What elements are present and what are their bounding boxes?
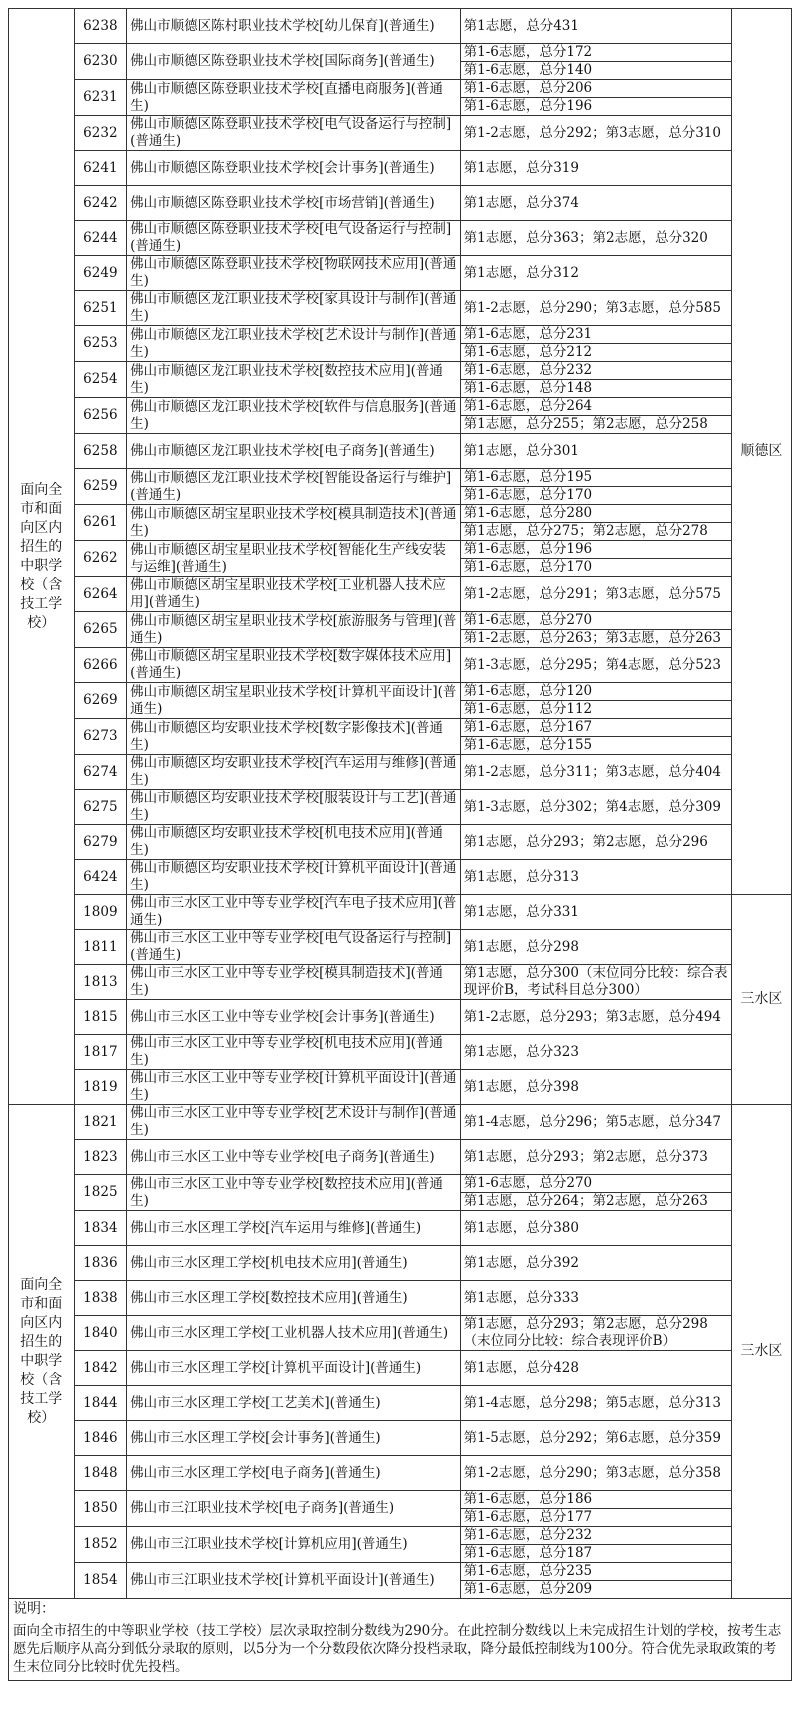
cutoff-cell: 第1志愿，总分319: [460, 151, 731, 186]
school-code: 1823: [74, 1140, 126, 1175]
school-code: 6259: [74, 469, 126, 505]
school-name: 佛山市顺德区均安职业技术学校[计算机平面设计](普通生): [127, 860, 461, 895]
school-code: 6242: [74, 186, 126, 221]
school-code: 6253: [74, 326, 126, 362]
school-code: 6274: [74, 755, 126, 790]
district-cell: 三水区: [731, 1105, 791, 1599]
table-row: [9, 291, 792, 326]
table-row: [9, 860, 792, 895]
cutoff-cell: 第1-6志愿，总分280: [460, 505, 731, 523]
school-name: 佛山市顺德区龙江职业技术学校[家具设计与制作](普通生): [127, 291, 461, 326]
school-name: 佛山市顺德区胡宝星职业技术学校[数字媒体技术应用](普通生): [127, 648, 461, 683]
table-row: [9, 1140, 792, 1175]
school-code: 6269: [74, 683, 126, 719]
cutoff-cell: 第1志愿，总分331: [460, 895, 731, 930]
cutoff-cell: 第1志愿，总分363；第2志愿，总分320: [460, 221, 731, 256]
cutoff-cell: 第1-6志愿，总分195: [460, 469, 731, 487]
cutoff-cell: 第1-6志愿，总分209: [460, 1581, 731, 1599]
school-name: 佛山市顺德区陈登职业技术学校[会计事务](普通生): [127, 151, 461, 186]
school-code: 1834: [74, 1211, 126, 1246]
table-row: [9, 1386, 792, 1421]
cutoff-cell: 第1-6志愿，总分270: [460, 1175, 731, 1193]
school-code: 6244: [74, 221, 126, 256]
school-name: 佛山市顺德区均安职业技术学校[汽车运用与维修](普通生): [127, 755, 461, 790]
cutoff-cell: 第1-2志愿，总分292；第3志愿，总分310: [460, 116, 731, 151]
cutoff-cell: 第1-2志愿，总分290；第3志愿，总分358: [460, 1456, 731, 1491]
table-row: [9, 256, 792, 291]
school-code: 1842: [74, 1351, 126, 1386]
table-row: [9, 1035, 792, 1070]
table-row: [9, 221, 792, 256]
table-row: [9, 648, 792, 683]
cutoff-cell: 第1-6志愿，总分196: [460, 541, 731, 559]
school-name: 佛山市三江职业技术学校[计算机应用](普通生): [127, 1527, 461, 1563]
note-text: 面向全市招生的中等职业学校（技工学校）层次录取控制分数线为290分。在此控制分数线以上未完成招生计划的学校，按考生志愿先后顺序从高分到低分录取的原则，以5分为一个分数段依次降分投档录取，降分最低控制线为100分。符合优先录取政策的考生末位同分比较时优先投档。: [9, 1620, 792, 1681]
cutoff-cell: 第1-6志愿，总分120: [460, 683, 731, 701]
school-name: 佛山市顺德区陈登职业技术学校[电气设备运行与控制](普通生): [127, 221, 461, 256]
table-body: [9, 9, 792, 1681]
cutoff-cell: 第1志愿，总分275；第2志愿，总分278: [460, 523, 731, 541]
school-name: 佛山市顺德区龙江职业技术学校[软件与信息服务](普通生): [127, 398, 461, 434]
school-name: 佛山市三水区理工学校[汽车运用与维修](普通生): [127, 1211, 461, 1246]
school-code: 6275: [74, 790, 126, 825]
cutoff-cell: 第1-2志愿，总分263；第3志愿，总分263: [460, 630, 731, 648]
school-name: 佛山市三水区工业中等专业学校[会计事务](普通生): [127, 1000, 461, 1035]
school-name: 佛山市三水区工业中等专业学校[艺术设计与制作](普通生): [127, 1105, 461, 1140]
school-name: 佛山市三江职业技术学校[电子商务](普通生): [127, 1491, 461, 1527]
cutoff-cell: 第1-6志愿，总分187: [460, 1545, 731, 1563]
school-name: 佛山市三水区理工学校[工艺美术](普通生): [127, 1386, 461, 1421]
school-code: 1809: [74, 895, 126, 930]
district-cell: 三水区: [731, 895, 791, 1105]
cutoff-cell: 第1志愿，总分333: [460, 1281, 731, 1316]
table-row: [9, 1175, 792, 1193]
cutoff-cell: 第1-6志愿，总分155: [460, 737, 731, 755]
table-row: [9, 577, 792, 612]
table-row: [9, 719, 792, 737]
school-code: 1836: [74, 1246, 126, 1281]
cutoff-cell: 第1-6志愿，总分140: [460, 62, 731, 80]
school-name: 佛山市顺德区均安职业技术学校[数字影像技术](普通生): [127, 719, 461, 755]
table-row: [9, 1456, 792, 1491]
school-code: 1811: [74, 930, 126, 965]
school-code: 6279: [74, 825, 126, 860]
school-code: 6231: [74, 80, 126, 116]
school-name: 佛山市三水区工业中等专业学校[电子商务](普通生): [127, 1140, 461, 1175]
school-code: 6254: [74, 362, 126, 398]
table-row: [9, 80, 792, 98]
cutoff-cell: 第1-5志愿，总分292；第6志愿，总分359: [460, 1421, 731, 1456]
school-code: 6266: [74, 648, 126, 683]
school-code: 6265: [74, 612, 126, 648]
table-row: [9, 1246, 792, 1281]
cutoff-cell: 第1志愿，总分431: [460, 9, 731, 44]
school-code: 1854: [74, 1563, 126, 1599]
cutoff-cell: 第1志愿，总分298: [460, 930, 731, 965]
school-name: 佛山市顺德区陈登职业技术学校[直播电商服务](普通生): [127, 80, 461, 116]
admission-table: [8, 8, 792, 1681]
school-name: 佛山市顺德区胡宝星职业技术学校[智能化生产线安装与运维](普通生): [127, 541, 461, 577]
school-name: 佛山市顺德区陈登职业技术学校[市场营销](普通生): [127, 186, 461, 221]
school-name: 佛山市三水区理工学校[计算机平面设计](普通生): [127, 1351, 461, 1386]
school-code: 1821: [74, 1105, 126, 1140]
cutoff-cell: 第1-6志愿，总分212: [460, 344, 731, 362]
school-code: 1838: [74, 1281, 126, 1316]
cutoff-cell: 第1志愿，总分374: [460, 186, 731, 221]
school-code: 1840: [74, 1316, 126, 1351]
table-row: [9, 1211, 792, 1246]
school-name: 佛山市顺德区胡宝星职业技术学校[模具制造技术](普通生): [127, 505, 461, 541]
school-name: 佛山市三水区工业中等专业学校[汽车电子技术应用](普通生): [127, 895, 461, 930]
cutoff-cell: 第1-6志愿，总分270: [460, 612, 731, 630]
school-code: 1846: [74, 1421, 126, 1456]
school-name: 佛山市顺德区均安职业技术学校[机电技术应用](普通生): [127, 825, 461, 860]
cutoff-cell: 第1志愿，总分255；第2志愿，总分258: [460, 416, 731, 434]
cutoff-cell: 第1-6志愿，总分206: [460, 80, 731, 98]
school-code: 6262: [74, 541, 126, 577]
school-name: 佛山市三水区工业中等专业学校[数控技术应用](普通生): [127, 1175, 461, 1211]
cutoff-cell: 第1志愿，总分264；第2志愿，总分263: [460, 1193, 731, 1211]
cutoff-cell: 第1-6志愿，总分235: [460, 1563, 731, 1581]
school-name: 佛山市三水区工业中等专业学校[模具制造技术](普通生): [127, 965, 461, 1000]
school-name: 佛山市三水区工业中等专业学校[机电技术应用](普通生): [127, 1035, 461, 1070]
category-cell: 面向全市和面向区内招生的中职学校（含技工学校）: [9, 9, 75, 1105]
cutoff-cell: 第1-6志愿，总分112: [460, 701, 731, 719]
table-row: [9, 469, 792, 487]
school-name: 佛山市顺德区龙江职业技术学校[电子商务](普通生): [127, 434, 461, 469]
school-name: 佛山市顺德区龙江职业技术学校[智能设备运行与维护](普通生): [127, 469, 461, 505]
cutoff-cell: 第1-6志愿，总分231: [460, 326, 731, 344]
table-row: [9, 930, 792, 965]
table-row: [9, 186, 792, 221]
cutoff-cell: 第1志愿，总分380: [460, 1211, 731, 1246]
table-row: [9, 151, 792, 186]
table-row: [9, 1421, 792, 1456]
note-heading-row: [9, 1599, 792, 1621]
cutoff-cell: 第1-2志愿，总分293；第3志愿，总分494: [460, 1000, 731, 1035]
school-name: 佛山市顺德区胡宝星职业技术学校[计算机平面设计](普通生): [127, 683, 461, 719]
school-name: 佛山市顺德区陈村职业技术学校[幼儿保育](普通生): [127, 9, 461, 44]
school-code: 6249: [74, 256, 126, 291]
school-name: 佛山市顺德区龙江职业技术学校[数控技术应用](普通生): [127, 362, 461, 398]
school-name: 佛山市三水区理工学校[电子商务](普通生): [127, 1456, 461, 1491]
cutoff-cell: 第1志愿，总分398: [460, 1070, 731, 1105]
table-row: [9, 9, 792, 44]
table-row: [9, 1351, 792, 1386]
cutoff-cell: 第1-6志愿，总分170: [460, 487, 731, 505]
school-code: 6251: [74, 291, 126, 326]
cutoff-cell: 第1-6志愿，总分264: [460, 398, 731, 416]
school-name: 佛山市顺德区龙江职业技术学校[艺术设计与制作](普通生): [127, 326, 461, 362]
table-row: [9, 612, 792, 630]
table-row: [9, 505, 792, 523]
cutoff-cell: 第1-3志愿，总分302；第4志愿，总分309: [460, 790, 731, 825]
school-name: 佛山市三水区理工学校[数控技术应用](普通生): [127, 1281, 461, 1316]
table-row: [9, 683, 792, 701]
cutoff-cell: 第1-6志愿，总分232: [460, 362, 731, 380]
school-code: 6264: [74, 577, 126, 612]
table-row: [9, 326, 792, 344]
table-row: [9, 755, 792, 790]
note-row: [9, 1620, 792, 1681]
school-code: 1813: [74, 965, 126, 1000]
cutoff-cell: 第1-2志愿，总分311；第3志愿，总分404: [460, 755, 731, 790]
table-row: [9, 1527, 792, 1545]
cutoff-cell: 第1-2志愿，总分290；第3志愿，总分585: [460, 291, 731, 326]
table-row: [9, 825, 792, 860]
school-code: 1819: [74, 1070, 126, 1105]
school-name: 佛山市顺德区胡宝星职业技术学校[工业机器人技术应用](普通生): [127, 577, 461, 612]
school-code: 6241: [74, 151, 126, 186]
table-row: [9, 1491, 792, 1509]
school-code: 1817: [74, 1035, 126, 1070]
school-code: 6232: [74, 116, 126, 151]
cutoff-cell: 第1-6志愿，总分148: [460, 380, 731, 398]
school-name: 佛山市三水区理工学校[机电技术应用](普通生): [127, 1246, 461, 1281]
cutoff-cell: 第1-6志愿，总分232: [460, 1527, 731, 1545]
cutoff-cell: 第1-6志愿，总分172: [460, 44, 731, 62]
school-name: 佛山市顺德区陈登职业技术学校[物联网技术应用](普通生): [127, 256, 461, 291]
school-name: 佛山市顺德区陈登职业技术学校[国际商务](普通生): [127, 44, 461, 80]
cutoff-cell: 第1志愿，总分293；第2志愿，总分296: [460, 825, 731, 860]
school-name: 佛山市三江职业技术学校[计算机平面设计](普通生): [127, 1563, 461, 1599]
table-row: [9, 1000, 792, 1035]
school-name: 佛山市顺德区均安职业技术学校[服装设计与工艺](普通生): [127, 790, 461, 825]
cutoff-cell: 第1志愿，总分313: [460, 860, 731, 895]
cutoff-cell: 第1志愿，总分300（末位同分比较：综合表现评价B，考试科目总分300）: [460, 965, 731, 1000]
table-row: [9, 434, 792, 469]
cutoff-cell: 第1志愿，总分301: [460, 434, 731, 469]
school-name: 佛山市三水区理工学校[会计事务](普通生): [127, 1421, 461, 1456]
cutoff-cell: 第1-6志愿，总分196: [460, 98, 731, 116]
cutoff-cell: 第1-2志愿，总分291；第3志愿，总分575: [460, 577, 731, 612]
school-code: 1844: [74, 1386, 126, 1421]
category-cell: 面向全市和面向区内招生的中职学校（含技工学校）: [9, 1105, 75, 1599]
cutoff-cell: 第1-6志愿，总分167: [460, 719, 731, 737]
school-code: 6256: [74, 398, 126, 434]
cutoff-cell: 第1-6志愿，总分170: [460, 559, 731, 577]
school-code: 6238: [74, 9, 126, 44]
school-code: 1852: [74, 1527, 126, 1563]
school-code: 1815: [74, 1000, 126, 1035]
table-row: [9, 541, 792, 559]
school-code: 6230: [74, 44, 126, 80]
table-row: [9, 398, 792, 416]
table-row: [9, 116, 792, 151]
table-row: [9, 1105, 792, 1140]
table-row: [9, 1563, 792, 1581]
school-code: 6273: [74, 719, 126, 755]
school-name: 佛山市顺德区陈登职业技术学校[电气设备运行与控制](普通生): [127, 116, 461, 151]
school-name: 佛山市三水区工业中等专业学校[计算机平面设计](普通生): [127, 1070, 461, 1105]
cutoff-cell: 第1志愿，总分293；第2志愿，总分373: [460, 1140, 731, 1175]
cutoff-cell: 第1-6志愿，总分177: [460, 1509, 731, 1527]
school-code: 6258: [74, 434, 126, 469]
cutoff-cell: 第1-4志愿，总分296；第5志愿，总分347: [460, 1105, 731, 1140]
table-row: [9, 1070, 792, 1105]
table-row: [9, 965, 792, 1000]
school-name: 佛山市顺德区胡宝星职业技术学校[旅游服务与管理](普通生): [127, 612, 461, 648]
school-name: 佛山市三水区工业中等专业学校[电气设备运行与控制](普通生): [127, 930, 461, 965]
school-code: 1850: [74, 1491, 126, 1527]
cutoff-cell: 第1志愿，总分312: [460, 256, 731, 291]
cutoff-cell: 第1志愿，总分293；第2志愿，总分298（末位同分比较：综合表现评价B）: [460, 1316, 731, 1351]
table-row: [9, 790, 792, 825]
cutoff-cell: 第1-3志愿，总分295；第4志愿，总分523: [460, 648, 731, 683]
admission-score-document: [8, 8, 792, 1681]
cutoff-cell: 第1志愿，总分428: [460, 1351, 731, 1386]
school-code: 6261: [74, 505, 126, 541]
school-code: 1848: [74, 1456, 126, 1491]
cutoff-cell: 第1-6志愿，总分186: [460, 1491, 731, 1509]
cutoff-cell: 第1志愿，总分392: [460, 1246, 731, 1281]
school-code: 6424: [74, 860, 126, 895]
table-row: [9, 44, 792, 62]
table-row: [9, 362, 792, 380]
school-name: 佛山市三水区理工学校[工业机器人技术应用](普通生): [127, 1316, 461, 1351]
school-code: 1825: [74, 1175, 126, 1211]
note-heading: 说明：: [9, 1599, 792, 1621]
table-row: [9, 1316, 792, 1351]
cutoff-cell: 第1-4志愿，总分298；第5志愿，总分313: [460, 1386, 731, 1421]
district-cell: 顺德区: [731, 9, 791, 895]
cutoff-cell: 第1志愿，总分323: [460, 1035, 731, 1070]
table-row: [9, 895, 792, 930]
table-row: [9, 1281, 792, 1316]
